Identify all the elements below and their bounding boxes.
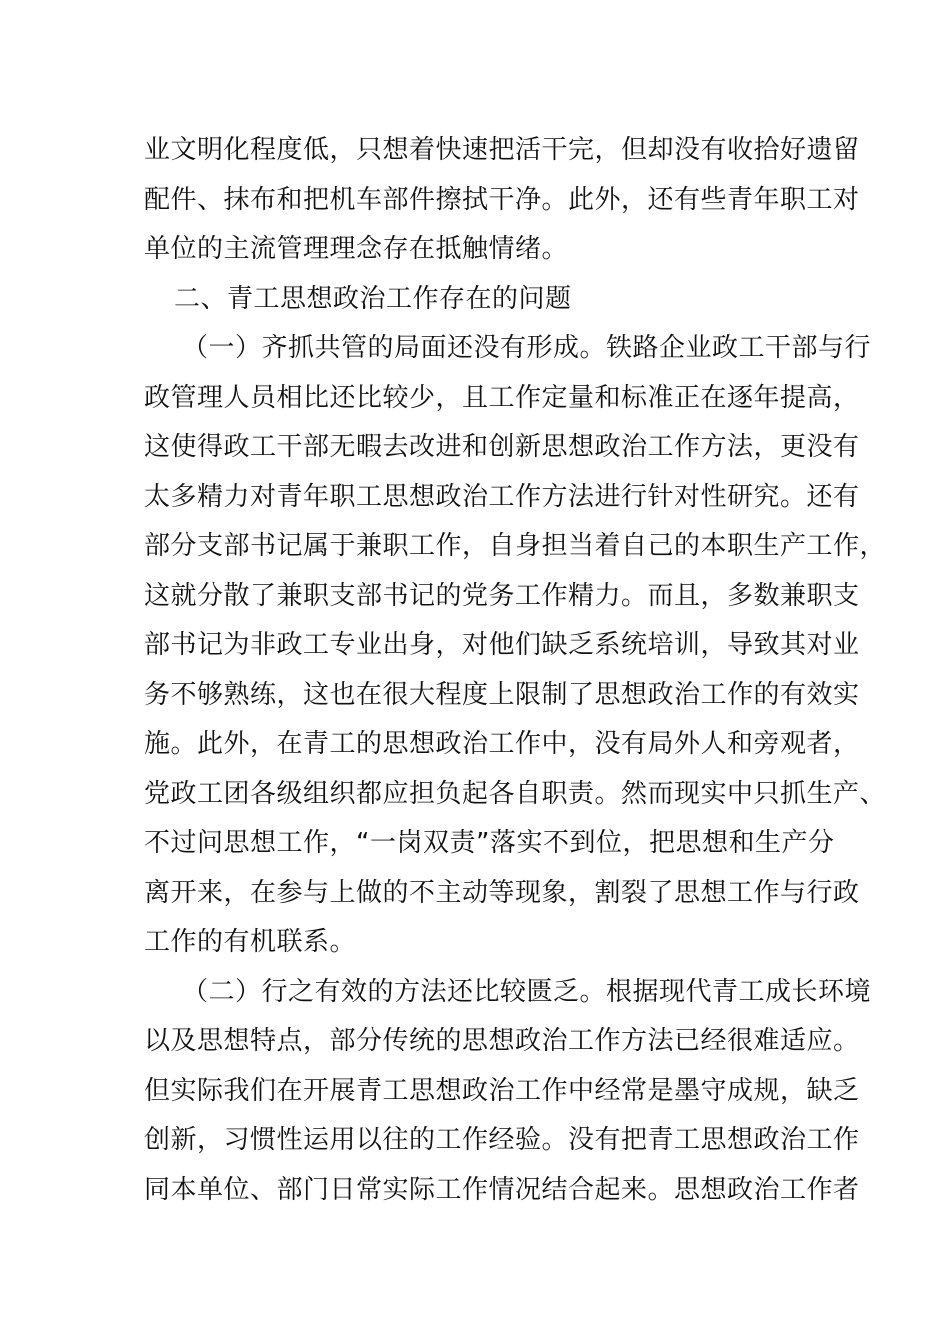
subsection-heading-line: （二）行之有效的方法还比较匮乏。根据现代青工成长环境 xyxy=(182,976,872,1007)
paragraph-line: 这就分散了兼职支部书记的党务工作精力。而且，多数兼职支 xyxy=(144,580,860,611)
paragraph-line: 党政工团各级组织都应担负起各自职责。然而现实中只抓生产、 xyxy=(144,778,887,809)
section-heading: 二、青工思想政治工作存在的问题 xyxy=(174,283,572,314)
paragraph-line: 太多精力对青年职工思想政治工作方法进行针对性研究。还有 xyxy=(144,481,860,512)
paragraph-line: 同本单位、部门日常实际工作情况结合起来。思想政治工作者 xyxy=(144,1174,860,1205)
paragraph-line: 政管理人员相比还比较少，且工作定量和标准正在逐年提高， xyxy=(144,382,860,413)
paragraph-line: 工作的有机联系。 xyxy=(144,927,357,957)
paragraph-line: 这使得政工干部无暇去改进和创新思想政治工作方法，更没有 xyxy=(144,432,860,462)
paragraph-line: 部书记为非政工专业出身，对他们缺乏系统培训，导致其对业 xyxy=(144,630,860,660)
subsection-heading-line: （一）齐抓共管的局面还没有形成。铁路企业政工干部与行 xyxy=(182,333,872,363)
paragraph-line: 单位的主流管理理念存在抵触情绪。 xyxy=(144,234,569,264)
paragraph-line: 不过问思想工作，“一岗双责”落实不到位，把思想和生产分 xyxy=(144,828,835,858)
body-text xyxy=(144,126,887,1215)
paragraph-line: 部分支部书记属于兼职工作，自身担当着自己的本职生产工作， xyxy=(144,531,887,561)
paragraph-line: 创新，习惯性运用以往的工作经验。没有把青工思想政治工作 xyxy=(144,1125,860,1155)
paragraph-line: 但实际我们在开展青工思想政治工作中经常是墨守成规，缺乏 xyxy=(144,1075,860,1106)
paragraph-line: 业文明化程度低，只想着快速把活干完，但却没有收拾好遗留 xyxy=(144,135,860,165)
paragraph-line: 以及思想特点，部分传统的思想政治工作方法已经很难适应。 xyxy=(144,1026,860,1056)
paragraph-line: 离开来，在参与上做的不主动等现象，割裂了思想工作与行政 xyxy=(144,877,860,908)
paragraph-line: 施。此外，在青工的思想政治工作中，没有局外人和旁观者， xyxy=(144,729,860,759)
paragraph-line: 配件、抹布和把机车部件擦拭干净。此外，还有些青年职工对 xyxy=(144,184,860,215)
paragraph-line: 务不够熟练，这也在很大程度上限制了思想政治工作的有效实 xyxy=(144,679,860,710)
